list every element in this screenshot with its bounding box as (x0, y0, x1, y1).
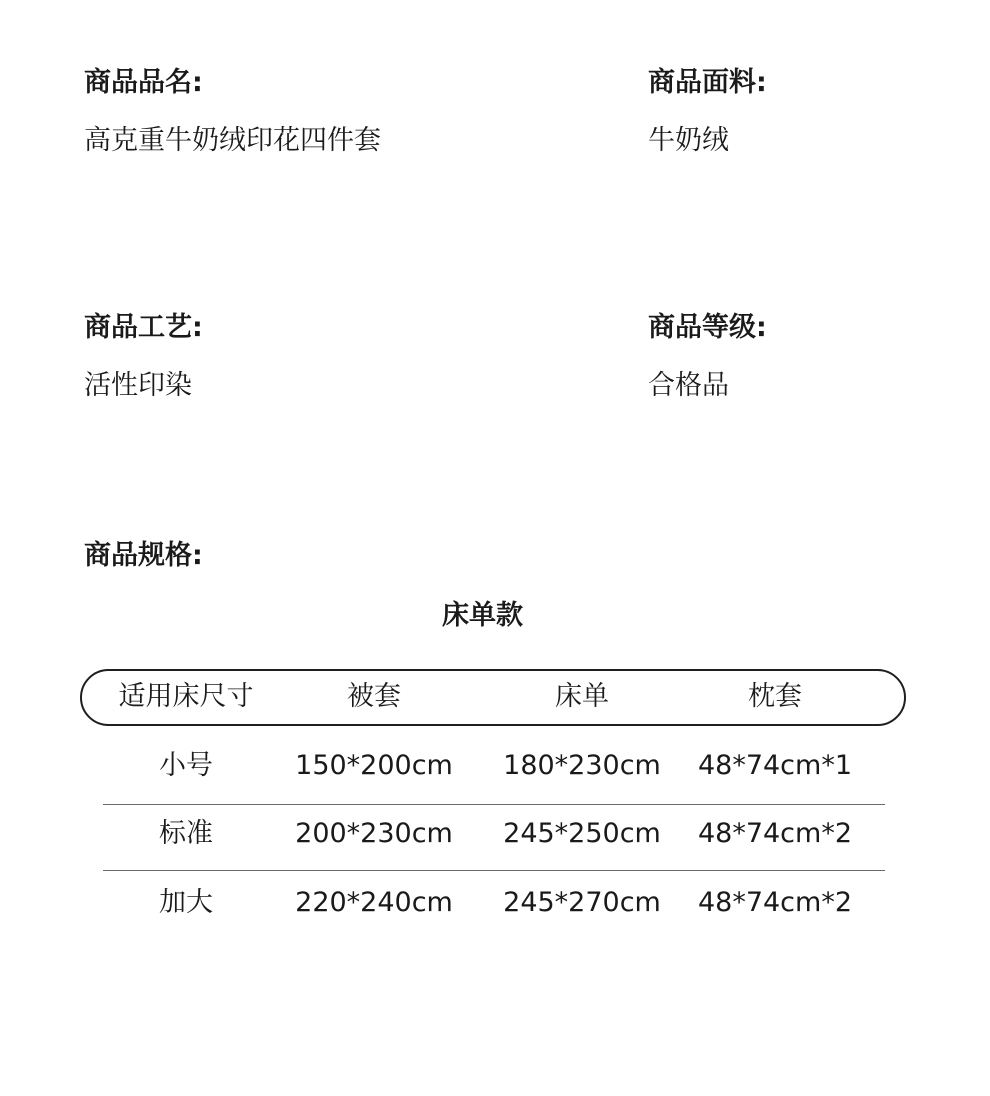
table-cell: 150*200cm (295, 750, 453, 781)
row-divider (103, 804, 885, 805)
product-name-value: 高克重牛奶绒印花四件套 (84, 125, 381, 156)
table-cell: 48*74cm*2 (697, 818, 853, 849)
table-cell: 标准 (159, 818, 213, 849)
table-cell: 200*230cm (295, 818, 453, 849)
header-cell-duvet-cover: 被套 (347, 681, 401, 712)
header-cell-bed-sheet: 床单 (555, 681, 609, 712)
field-product-name (84, 66, 381, 158)
craft-value: 活性印染 (84, 370, 192, 401)
table-title: 床单款 (442, 600, 523, 631)
craft-label: 商品工艺: (84, 312, 203, 343)
field-spec (84, 539, 203, 573)
table-cell: 48*74cm*1 (697, 750, 853, 781)
header-cell-bed-size: 适用床尺寸 (118, 681, 254, 712)
table-cell: 180*230cm (503, 750, 661, 781)
table-cell: 加大 (159, 887, 213, 918)
spec-label: 商品规格: (84, 540, 203, 571)
table-cell: 小号 (159, 750, 213, 781)
table-cell: 220*240cm (295, 887, 453, 918)
table-cell: 48*74cm*2 (697, 887, 853, 918)
row-divider (103, 870, 885, 871)
header-cell-pillowcase: 枕套 (748, 681, 802, 712)
field-grade (648, 311, 767, 403)
fabric-value: 牛奶绒 (648, 125, 729, 156)
table-cell: 245*250cm (503, 818, 661, 849)
grade-value: 合格品 (648, 370, 729, 401)
field-craft (84, 311, 203, 403)
fabric-label: 商品面料: (648, 67, 767, 98)
field-fabric (648, 66, 767, 158)
table-cell: 245*270cm (503, 887, 661, 918)
product-name-label: 商品品名: (84, 67, 203, 98)
grade-label: 商品等级: (648, 312, 767, 343)
